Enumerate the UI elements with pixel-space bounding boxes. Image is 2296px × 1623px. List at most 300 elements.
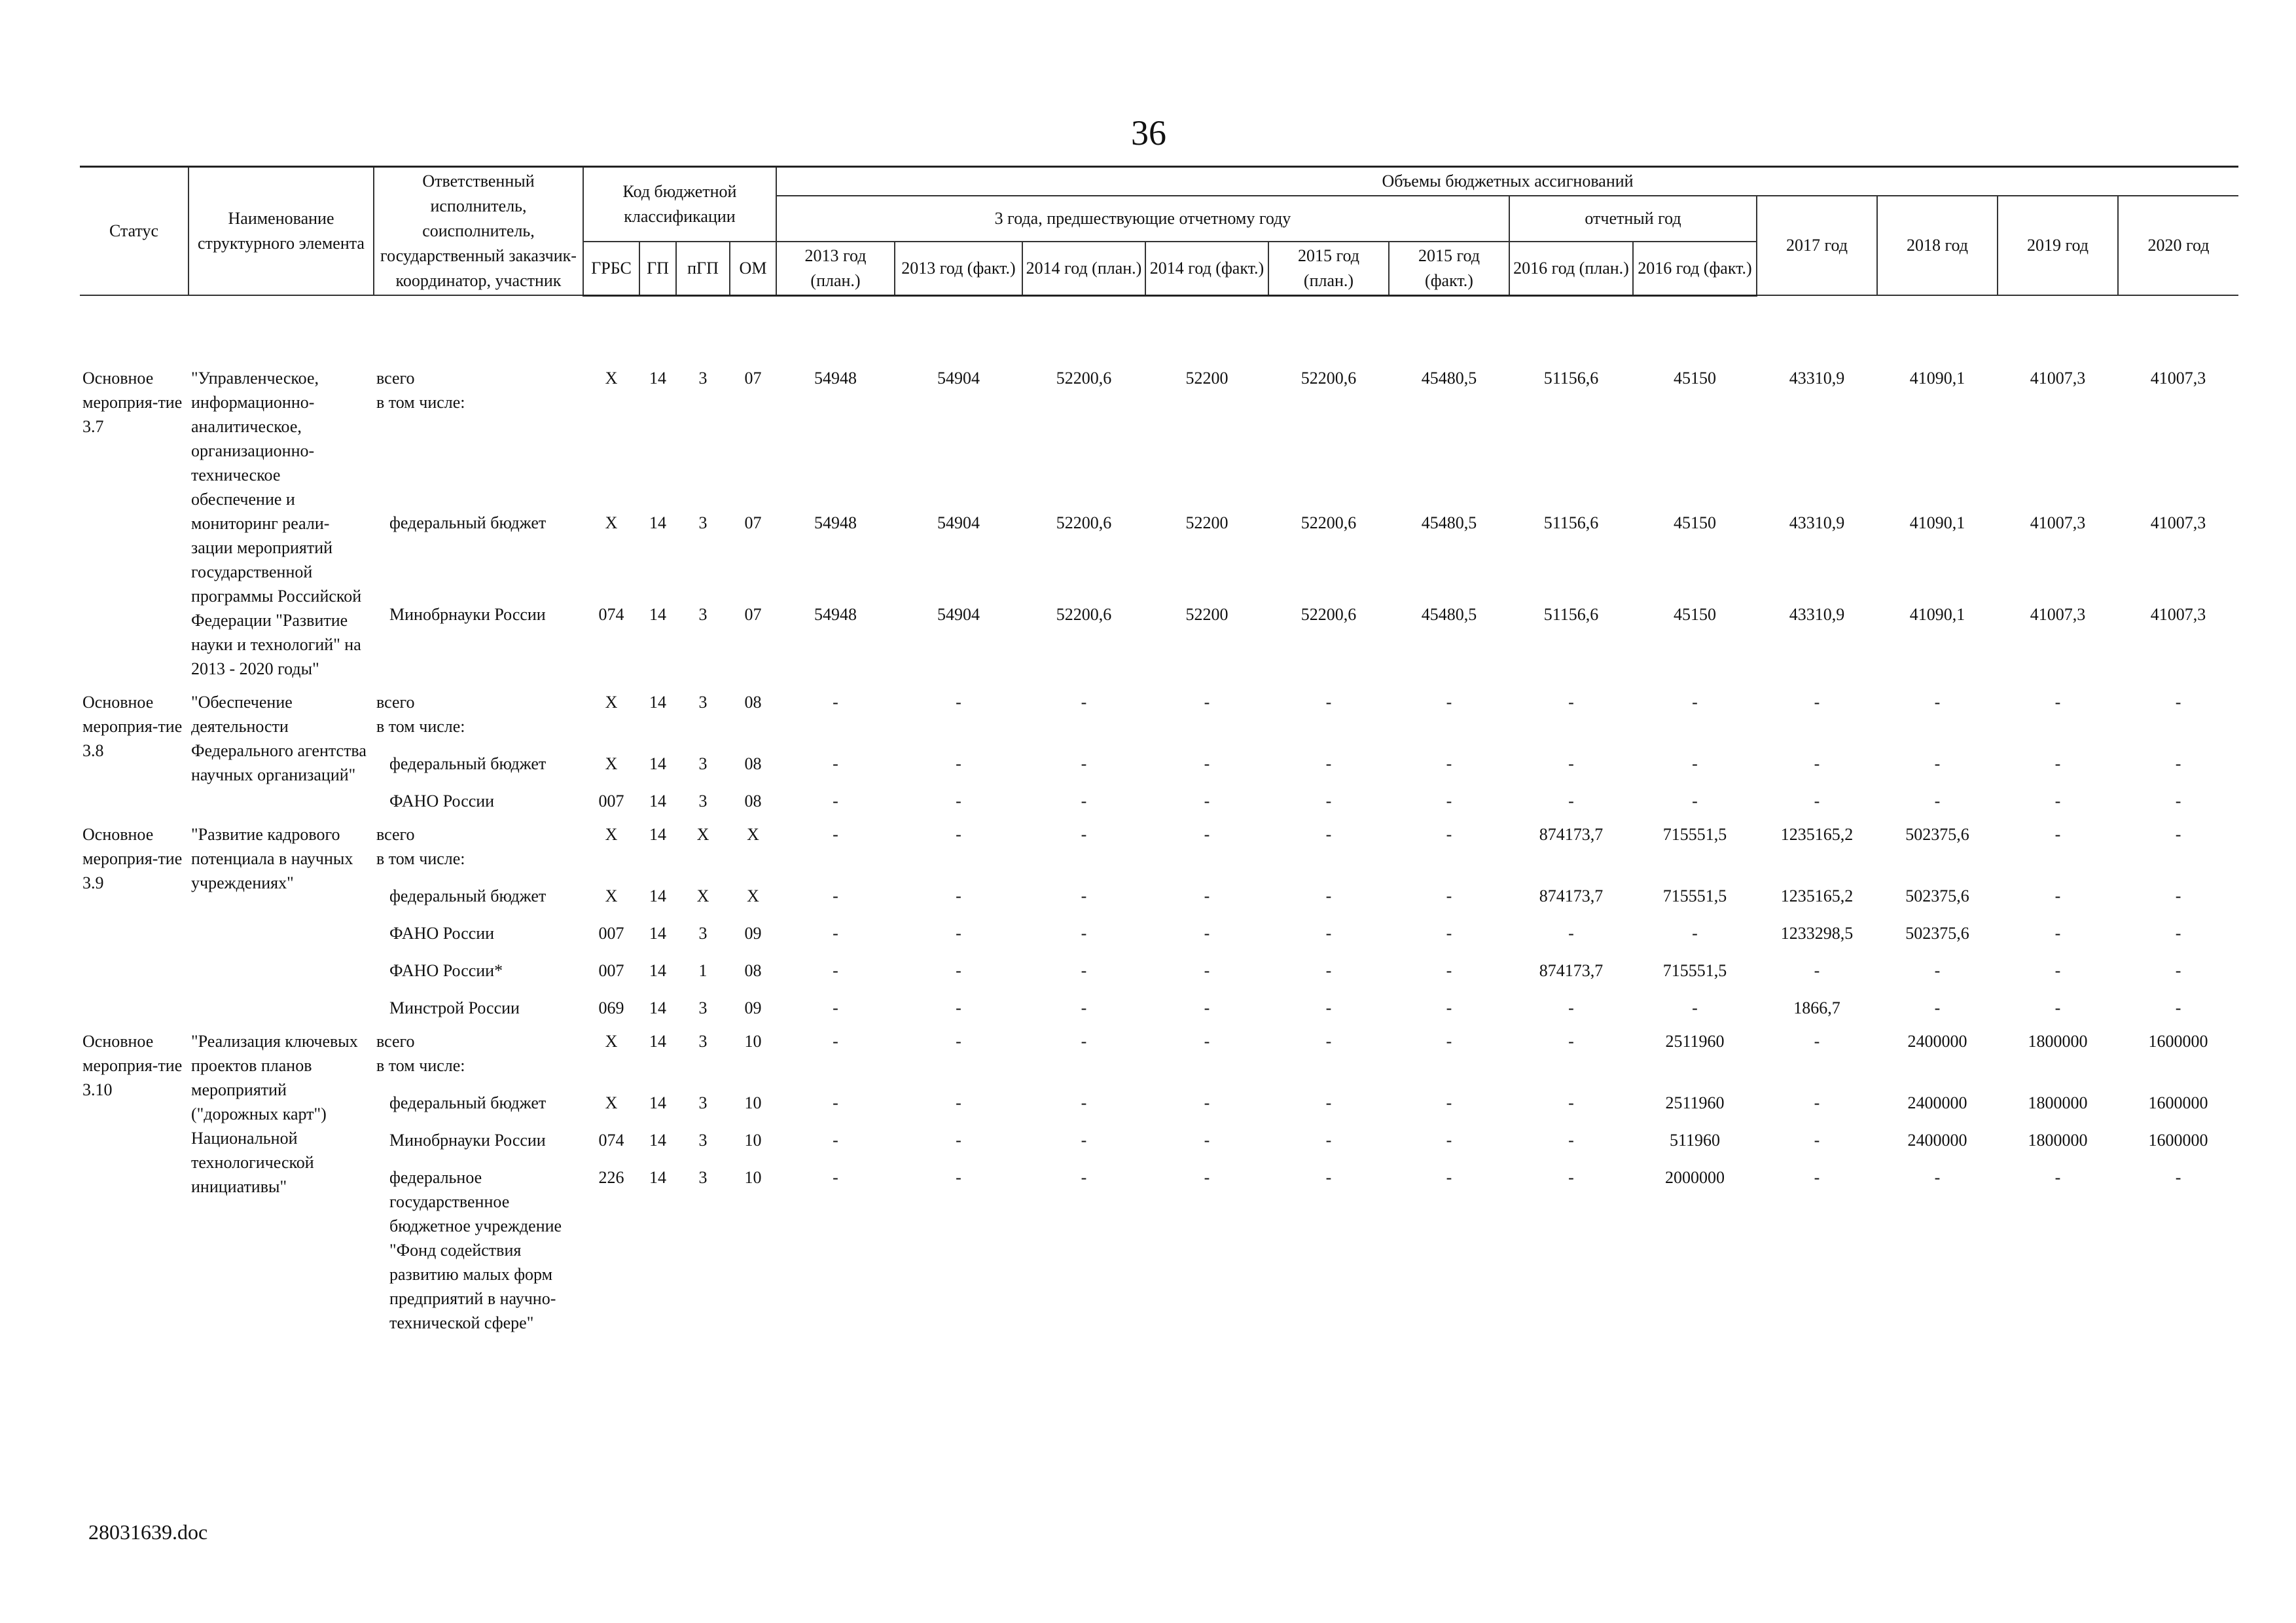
header-future-year: 2018 год xyxy=(1877,196,1998,295)
header-year-col: 2016 год (факт.) xyxy=(1633,242,1757,296)
value-cell: - xyxy=(1814,791,1820,811)
value-cell: 2400000 xyxy=(1907,1031,1967,1051)
value-cell: - xyxy=(1446,1093,1452,1112)
code-cell: 10 xyxy=(744,1167,762,1187)
value-cell: - xyxy=(2054,960,2061,980)
value-cell: - xyxy=(833,1167,838,1187)
value-cell: 43310,9 xyxy=(1789,513,1845,533)
code-cell: 14 xyxy=(649,791,666,811)
value-cell: - xyxy=(833,824,838,844)
table-body xyxy=(80,295,2238,1335)
value-cell: - xyxy=(1325,1093,1332,1112)
value-cell: 2511960 xyxy=(1665,1031,1725,1051)
value-cell: - xyxy=(2175,960,2181,980)
value-cell: - xyxy=(1814,960,1820,980)
code-cell: 07 xyxy=(744,604,762,624)
code-cell: 08 xyxy=(744,791,762,811)
table-header xyxy=(80,167,2238,296)
value-cell: - xyxy=(956,791,961,811)
value-cell: 41090,1 xyxy=(1909,513,1965,533)
value-cell: - xyxy=(956,824,961,844)
value-cell: - xyxy=(1325,754,1332,773)
value-cell: 54904 xyxy=(937,368,980,388)
value-cell: - xyxy=(2175,692,2181,712)
value-cell: - xyxy=(1204,923,1210,943)
value-cell: - xyxy=(1934,754,1941,773)
value-cell: - xyxy=(833,1130,838,1150)
header-year-col: 2015 год (план.) xyxy=(1268,242,1389,296)
value-cell: 45480,5 xyxy=(1421,513,1477,533)
code-cell: Х xyxy=(696,824,709,844)
value-cell: - xyxy=(1446,692,1452,712)
code-cell: Х xyxy=(696,886,709,905)
value-cell: - xyxy=(1325,923,1332,943)
executor-cell: ФАНО России* xyxy=(389,960,503,980)
value-cell: - xyxy=(833,960,838,980)
value-cell: - xyxy=(1814,1167,1820,1187)
value-cell: 874173,7 xyxy=(1539,960,1604,980)
value-cell: 45150 xyxy=(1674,604,1716,624)
value-cell: - xyxy=(1325,824,1332,844)
page-number: 36 xyxy=(1131,113,1166,153)
value-cell: - xyxy=(1446,1130,1452,1150)
value-cell: - xyxy=(1204,1093,1210,1112)
value-cell: - xyxy=(1081,1167,1087,1187)
header-future-year: 2017 год xyxy=(1757,196,1877,295)
value-cell: - xyxy=(833,998,838,1017)
value-cell: - xyxy=(956,754,961,773)
value-cell: - xyxy=(1204,960,1210,980)
code-cell: 3 xyxy=(698,1093,708,1112)
value-cell: - xyxy=(2175,923,2181,943)
code-cell: 074 xyxy=(598,604,624,624)
code-cell: 14 xyxy=(649,513,666,533)
value-cell: 51156,6 xyxy=(1543,368,1599,388)
code-cell: 3 xyxy=(698,754,708,773)
value-cell: 51156,6 xyxy=(1543,604,1599,624)
value-cell: 1600000 xyxy=(2148,1130,2208,1150)
code-cell: 3 xyxy=(698,1130,708,1150)
executor-cell: федеральный бюджет xyxy=(389,513,547,533)
value-cell: 45150 xyxy=(1674,368,1716,388)
value-cell: - xyxy=(1081,824,1087,844)
value-cell: - xyxy=(1081,1130,1087,1150)
value-cell: - xyxy=(1568,1031,1574,1051)
value-cell: 45150 xyxy=(1674,513,1716,533)
value-cell: 1235165,2 xyxy=(1780,886,1854,905)
value-cell: 874173,7 xyxy=(1539,886,1604,905)
value-cell: - xyxy=(1081,1031,1087,1051)
executor-cell: федеральный бюджет xyxy=(389,886,547,905)
value-cell: - xyxy=(1934,791,1941,811)
value-cell: - xyxy=(1692,923,1698,943)
value-cell: - xyxy=(833,1093,838,1112)
code-cell: 14 xyxy=(649,692,666,712)
header-status: Статус xyxy=(80,167,188,296)
value-cell: - xyxy=(1446,791,1452,811)
executor-cell: ФАНО России xyxy=(389,923,495,943)
value-cell: 41007,3 xyxy=(2030,368,2086,388)
value-cell: 874173,7 xyxy=(1539,824,1604,844)
value-cell: 41090,1 xyxy=(1909,604,1965,624)
value-cell: - xyxy=(956,998,961,1017)
value-cell: 52200,6 xyxy=(1056,513,1112,533)
value-cell: - xyxy=(833,1031,838,1051)
header-year-col: 2013 год (факт.) xyxy=(895,242,1022,296)
value-cell: - xyxy=(1325,1031,1332,1051)
header-code-col: ГП xyxy=(639,242,676,296)
code-cell: 07 xyxy=(744,368,762,388)
code-cell: 14 xyxy=(649,960,666,980)
value-cell: 52200,6 xyxy=(1300,604,1357,624)
value-cell: - xyxy=(1446,886,1452,905)
value-cell: - xyxy=(1204,692,1210,712)
table-row xyxy=(80,945,2238,983)
header-executor: Ответственный исполнитель, соисполнитель, государственный заказчик-координатор, участник xyxy=(374,167,583,296)
value-cell: - xyxy=(1568,998,1574,1017)
value-cell: 1233298,5 xyxy=(1780,923,1854,943)
value-cell: 52200 xyxy=(1185,368,1229,388)
value-cell: 54904 xyxy=(937,513,980,533)
value-cell: - xyxy=(1204,886,1210,905)
value-cell: 1235165,2 xyxy=(1780,824,1854,844)
code-cell: 3 xyxy=(698,1167,708,1187)
value-cell: - xyxy=(1568,1167,1574,1187)
header-year-col: 2013 год (план.) xyxy=(776,242,895,296)
code-cell: Х xyxy=(605,886,618,905)
element-name-cell: "Управленческое, информационно-аналитическое, организационно-техническое обеспечение и мониторинг реали-зации мероприятий государственной программы Российской Федерации "Развитие науки и технологий" на 2013 - 2020 годы" xyxy=(191,368,362,678)
code-cell: 14 xyxy=(649,998,666,1017)
value-cell: - xyxy=(1325,1167,1332,1187)
code-cell: 14 xyxy=(649,604,666,624)
value-cell: 511960 xyxy=(1669,1130,1721,1150)
code-cell: 3 xyxy=(698,604,708,624)
value-cell: - xyxy=(1204,1130,1210,1150)
header-year-col: 2015 год (факт.) xyxy=(1389,242,1509,296)
code-cell: 07 xyxy=(744,513,762,533)
value-cell: 502375,6 xyxy=(1905,886,1969,905)
value-cell: - xyxy=(2054,1167,2061,1187)
value-cell: - xyxy=(956,692,961,712)
value-cell: - xyxy=(1934,692,1941,712)
value-cell: 51156,6 xyxy=(1543,513,1599,533)
value-cell: - xyxy=(1446,1167,1452,1187)
value-cell: - xyxy=(1081,960,1087,980)
value-cell: - xyxy=(1568,923,1574,943)
value-cell: - xyxy=(2054,791,2061,811)
value-cell: - xyxy=(1081,791,1087,811)
status-cell: Основное мероприя-тие 3.8 xyxy=(82,692,183,760)
value-cell: - xyxy=(1081,1093,1087,1112)
value-cell: - xyxy=(2175,824,2181,844)
code-cell: 10 xyxy=(744,1130,762,1150)
value-cell: - xyxy=(1325,1130,1332,1150)
header-name: Наименование структурного элемента xyxy=(188,167,374,296)
element-name-cell: "Развитие кадрового потенциала в научных учреждениях" xyxy=(191,824,353,892)
value-cell: - xyxy=(1446,998,1452,1017)
value-cell: 54904 xyxy=(937,604,980,624)
value-cell: 2000000 xyxy=(1665,1167,1725,1187)
code-cell: 09 xyxy=(744,923,762,943)
code-cell: 3 xyxy=(698,368,708,388)
value-cell: 41007,3 xyxy=(2030,604,2086,624)
code-cell: Х xyxy=(605,368,618,388)
value-cell: - xyxy=(1934,960,1941,980)
header-future-year: 2020 год xyxy=(2118,196,2238,295)
value-cell: 1800000 xyxy=(2028,1093,2088,1112)
code-cell: 007 xyxy=(598,923,624,943)
code-cell: 14 xyxy=(649,824,666,844)
table-row xyxy=(80,813,2238,871)
executor-cell: всего в том числе: xyxy=(376,368,465,412)
code-cell: 3 xyxy=(698,692,708,712)
code-cell: 14 xyxy=(649,1167,666,1187)
value-cell: 715551,5 xyxy=(1662,960,1727,980)
code-cell: Х xyxy=(605,692,618,712)
table-row xyxy=(80,739,2238,776)
value-cell: - xyxy=(1692,791,1698,811)
value-cell: - xyxy=(1814,1130,1820,1150)
value-cell: - xyxy=(2054,923,2061,943)
executor-cell: Минобрнауки России xyxy=(389,604,546,624)
header-year-col: 2014 год (факт.) xyxy=(1145,242,1268,296)
value-cell: 52200,6 xyxy=(1300,513,1357,533)
value-cell: - xyxy=(1204,1031,1210,1051)
value-cell: - xyxy=(1568,791,1574,811)
value-cell: 52200,6 xyxy=(1300,368,1357,388)
value-cell: 45480,5 xyxy=(1421,368,1477,388)
code-cell: Х xyxy=(605,824,618,844)
value-cell: 1600000 xyxy=(2148,1093,2208,1112)
executor-cell: федеральный бюджет xyxy=(389,754,547,773)
status-cell: Основное мероприя-тие 3.7 xyxy=(82,368,183,436)
executor-cell: всего в том числе: xyxy=(376,824,465,868)
value-cell: - xyxy=(1325,886,1332,905)
value-cell: 41007,3 xyxy=(2150,604,2206,624)
header-year-col: 2014 год (план.) xyxy=(1022,242,1145,296)
header-volumes: Объемы бюджетных ассигнований xyxy=(776,167,2238,196)
executor-cell: Минстрой России xyxy=(389,998,520,1017)
status-cell: Основное мероприя-тие 3.9 xyxy=(82,824,183,892)
budget-table xyxy=(80,166,2227,1335)
value-cell: 45480,5 xyxy=(1421,604,1477,624)
value-cell: - xyxy=(956,1093,961,1112)
code-cell: Х xyxy=(747,824,759,844)
table-row xyxy=(80,871,2238,908)
value-cell: 1600000 xyxy=(2148,1031,2208,1051)
value-cell: - xyxy=(1446,923,1452,943)
value-cell: - xyxy=(1568,1093,1574,1112)
value-cell: 2400000 xyxy=(1907,1093,1967,1112)
header-prior-years: 3 года, предшествующие отчетному году xyxy=(776,196,1509,242)
value-cell: - xyxy=(1568,754,1574,773)
table-row xyxy=(80,1152,2238,1335)
table-row xyxy=(80,498,2238,589)
value-cell: 502375,6 xyxy=(1905,824,1969,844)
value-cell: - xyxy=(1081,754,1087,773)
value-cell: - xyxy=(2054,754,2061,773)
header-code-col: ОМ xyxy=(730,242,776,296)
table-row xyxy=(80,776,2238,813)
code-cell: 1 xyxy=(698,960,708,980)
value-cell: - xyxy=(1081,692,1087,712)
value-cell: - xyxy=(1446,754,1452,773)
value-cell: - xyxy=(1446,824,1452,844)
value-cell: - xyxy=(1204,754,1210,773)
code-cell: 10 xyxy=(744,1031,762,1051)
value-cell: - xyxy=(1568,692,1574,712)
header-code-col: ГРБС xyxy=(583,242,639,296)
value-cell: - xyxy=(1325,791,1332,811)
code-cell: 007 xyxy=(598,960,624,980)
header-future-year: 2019 год xyxy=(1998,196,2118,295)
value-cell: - xyxy=(1446,960,1452,980)
executor-cell: всего в том числе: xyxy=(376,1031,465,1075)
value-cell: - xyxy=(833,754,838,773)
value-cell: - xyxy=(2175,754,2181,773)
table-row xyxy=(80,357,2238,498)
table-row xyxy=(80,1020,2238,1078)
value-cell: 52200,6 xyxy=(1056,368,1112,388)
value-cell: - xyxy=(1568,1130,1574,1150)
value-cell: 2511960 xyxy=(1665,1093,1725,1112)
value-cell: 41007,3 xyxy=(2150,513,2206,533)
value-cell: - xyxy=(1204,998,1210,1017)
code-cell: 14 xyxy=(649,923,666,943)
document-id: 28031639.doc xyxy=(88,1520,208,1544)
value-cell: - xyxy=(833,923,838,943)
value-cell: - xyxy=(2054,998,2061,1017)
value-cell: 715551,5 xyxy=(1662,824,1727,844)
value-cell: - xyxy=(956,1031,961,1051)
value-cell: - xyxy=(1814,754,1820,773)
value-cell: 52200 xyxy=(1185,513,1229,533)
value-cell: - xyxy=(2054,692,2061,712)
executor-cell: Минобрнауки России xyxy=(389,1130,546,1150)
value-cell: 52200 xyxy=(1185,604,1229,624)
code-cell: 08 xyxy=(744,754,762,773)
value-cell: - xyxy=(1081,923,1087,943)
table-row xyxy=(80,908,2238,945)
value-cell: - xyxy=(956,1130,961,1150)
element-name-cell: "Обеспечение деятельности Федерального агентства научных организаций" xyxy=(191,692,367,784)
value-cell: - xyxy=(833,886,838,905)
value-cell: - xyxy=(2175,998,2181,1017)
value-cell: 41007,3 xyxy=(2030,513,2086,533)
value-cell: 41007,3 xyxy=(2150,368,2206,388)
value-cell: - xyxy=(2054,824,2061,844)
value-cell: - xyxy=(1692,754,1698,773)
value-cell: - xyxy=(1934,998,1941,1017)
code-cell: 074 xyxy=(598,1130,624,1150)
table-row xyxy=(80,1115,2238,1152)
executor-cell: федеральный бюджет xyxy=(389,1093,547,1112)
code-cell: Х xyxy=(605,1031,618,1051)
value-cell: - xyxy=(1204,824,1210,844)
code-cell: 14 xyxy=(649,1093,666,1112)
code-cell: 14 xyxy=(649,886,666,905)
code-cell: 14 xyxy=(649,368,666,388)
value-cell: - xyxy=(1081,998,1087,1017)
value-cell: 54948 xyxy=(814,368,857,388)
header-code-col: пГП xyxy=(676,242,730,296)
value-cell: - xyxy=(2175,791,2181,811)
code-cell: 3 xyxy=(698,998,708,1017)
value-cell: 54948 xyxy=(814,604,857,624)
element-name-cell: "Реализация ключевых проектов планов мероприятий ("дорожных карт") Национальной технологической инициативы" xyxy=(191,1031,358,1196)
table-row xyxy=(80,681,2238,739)
table-row xyxy=(80,1078,2238,1115)
value-cell: - xyxy=(1204,1167,1210,1187)
value-cell: 1800000 xyxy=(2028,1130,2088,1150)
value-cell: 1800000 xyxy=(2028,1031,2088,1051)
code-cell: 007 xyxy=(598,791,624,811)
header-budget-code: Код бюджетной классификации xyxy=(583,167,776,242)
header-report-year: отчетный год xyxy=(1509,196,1757,242)
code-cell: Х xyxy=(605,513,618,533)
value-cell: - xyxy=(956,886,961,905)
table-row xyxy=(80,983,2238,1020)
value-cell: - xyxy=(1081,886,1087,905)
code-cell: 09 xyxy=(744,998,762,1017)
value-cell: - xyxy=(833,791,838,811)
value-cell: - xyxy=(956,1167,961,1187)
code-cell: 14 xyxy=(649,1130,666,1150)
value-cell: - xyxy=(1814,692,1820,712)
executor-cell: ФАНО России xyxy=(389,791,495,811)
code-cell: 069 xyxy=(598,998,624,1017)
code-cell: 3 xyxy=(698,923,708,943)
code-cell: Х xyxy=(605,754,618,773)
status-cell: Основное мероприя-тие 3.10 xyxy=(82,1031,183,1099)
value-cell: - xyxy=(1325,960,1332,980)
code-cell: 3 xyxy=(698,791,708,811)
value-cell: 54948 xyxy=(814,513,857,533)
value-cell: 41090,1 xyxy=(1909,368,1965,388)
value-cell: 43310,9 xyxy=(1789,604,1845,624)
value-cell: - xyxy=(2175,1167,2181,1187)
value-cell: - xyxy=(1814,1031,1820,1051)
value-cell: - xyxy=(1325,998,1332,1017)
value-cell: 715551,5 xyxy=(1662,886,1727,905)
value-cell: - xyxy=(1934,1167,1941,1187)
value-cell: - xyxy=(1692,692,1698,712)
value-cell: - xyxy=(1692,998,1698,1017)
code-cell: Х xyxy=(605,1093,618,1112)
value-cell: 43310,9 xyxy=(1789,368,1845,388)
value-cell: - xyxy=(956,923,961,943)
code-cell: 14 xyxy=(649,1031,666,1051)
value-cell: 2400000 xyxy=(1907,1130,1967,1150)
value-cell: - xyxy=(2054,886,2061,905)
executor-cell: федеральное государственное бюджетное учреждение "Фонд содействия развитию малых форм предприятий в научно-технической сфере" xyxy=(389,1167,562,1332)
value-cell: - xyxy=(1446,1031,1452,1051)
code-cell: Х xyxy=(747,886,759,905)
value-cell: - xyxy=(2175,886,2181,905)
code-cell: 226 xyxy=(598,1167,624,1187)
code-cell: 08 xyxy=(744,960,762,980)
value-cell: - xyxy=(1814,1093,1820,1112)
value-cell: - xyxy=(956,960,961,980)
value-cell: - xyxy=(833,692,838,712)
value-cell: 52200,6 xyxy=(1056,604,1112,624)
code-cell: 08 xyxy=(744,692,762,712)
executor-cell: всего в том числе: xyxy=(376,692,465,736)
header-year-col: 2016 год (план.) xyxy=(1509,242,1633,296)
code-cell: 14 xyxy=(649,754,666,773)
value-cell: - xyxy=(1325,692,1332,712)
code-cell: 3 xyxy=(698,513,708,533)
